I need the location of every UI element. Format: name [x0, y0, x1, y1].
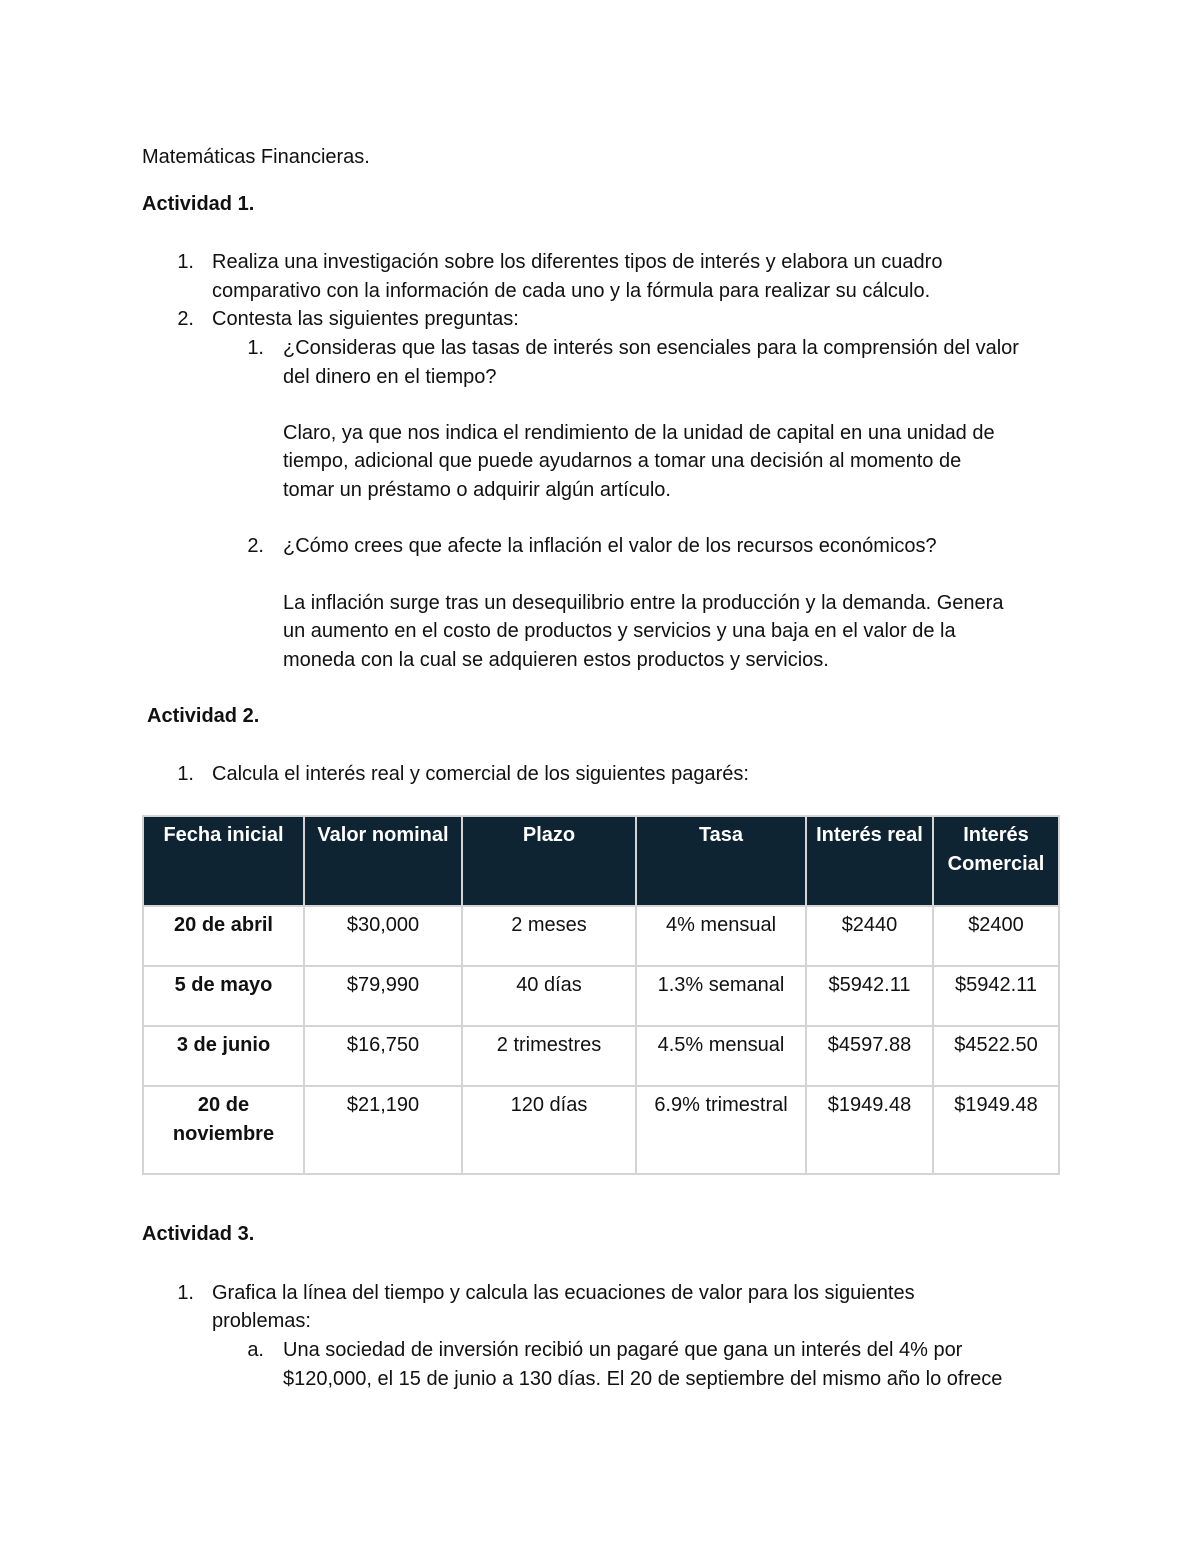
column-header: Fecha inicial	[143, 816, 304, 906]
answer-text: un aumento en el costo de productos y servicios y una baja en el valor de la	[283, 620, 956, 642]
table-row	[143, 1086, 1059, 1174]
table-cell: 120 días	[462, 1086, 636, 1174]
table-cell: 1.3% semanal	[636, 966, 806, 1026]
table-cell: 2 meses	[462, 906, 636, 966]
list-item-text: comparativo con la información de cada uno y la fórmula para realizar su cálculo.	[212, 280, 931, 302]
activity-2-heading: Actividad 2.	[147, 705, 260, 727]
column-header: Interés real	[806, 816, 933, 906]
problem-text: Una sociedad de inversión recibió un pagaré que gana un interés del 4% por	[283, 1339, 963, 1361]
table-cell: $30,000	[304, 906, 462, 966]
answer-text: tomar un préstamo o adquirir algún artículo.	[283, 479, 671, 501]
document-title: Matemáticas Financieras.	[142, 146, 370, 168]
answer-text: La inflación surge tras un desequilibrio entre la producción y la demanda. Genera	[283, 592, 1004, 614]
table-row	[143, 906, 1059, 966]
table-cell: $16,750	[304, 1026, 462, 1086]
table-cell: $79,990	[304, 966, 462, 1026]
table-cell: $4522.50	[933, 1026, 1059, 1086]
table-cell: 20 de abril	[143, 906, 304, 966]
table-cell: $2400	[933, 906, 1059, 966]
table-cell: $4597.88	[806, 1026, 933, 1086]
list-number: 1.	[177, 763, 194, 785]
table-cell: 3 de junio	[143, 1026, 304, 1086]
sub-list-number: 1.	[247, 337, 264, 359]
sub-list-number: 2.	[247, 535, 264, 557]
answer-text: moneda con la cual se adquieren estos productos y servicios.	[283, 649, 829, 671]
column-header: Tasa	[636, 816, 806, 906]
table-cell: $21,190	[304, 1086, 462, 1174]
question-text: ¿Consideras que las tasas de interés son esenciales para la comprensión del valor	[283, 337, 1019, 359]
problem-text: $120,000, el 15 de junio a 130 días. El 20 de septiembre del mismo año lo ofrece	[283, 1368, 1003, 1390]
table-cell: 40 días	[462, 966, 636, 1026]
list-number: 2.	[177, 308, 194, 330]
question-text: ¿Cómo crees que afecte la inflación el valor de los recursos económicos?	[283, 535, 937, 557]
table-cell: $2440	[806, 906, 933, 966]
list-number: 1.	[177, 251, 194, 273]
table-cell: 4.5% mensual	[636, 1026, 806, 1086]
table-cell: 2 trimestres	[462, 1026, 636, 1086]
list-item-text: Calcula el interés real y comercial de los siguientes pagarés:	[212, 763, 749, 785]
table-row	[143, 966, 1059, 1026]
list-item-text: Realiza una investigación sobre los diferentes tipos de interés y elabora un cuadro	[212, 251, 943, 273]
list-item-text: problemas:	[212, 1310, 311, 1332]
table-cell: 20 de noviembre	[143, 1086, 304, 1174]
sub-list-letter: a.	[247, 1339, 264, 1361]
table-cell: $1949.48	[806, 1086, 933, 1174]
table-header-row	[143, 816, 1059, 906]
list-number: 1.	[177, 1282, 194, 1304]
table-row	[143, 1026, 1059, 1086]
pagares-table	[142, 815, 1060, 1175]
table-cell: 5 de mayo	[143, 966, 304, 1026]
list-item-text: Grafica la línea del tiempo y calcula las ecuaciones de valor para los siguientes	[212, 1282, 915, 1304]
answer-text: tiempo, adicional que puede ayudarnos a tomar una decisión al momento de	[283, 450, 962, 472]
column-header: Plazo	[462, 816, 636, 906]
table-cell: 6.9% trimestral	[636, 1086, 806, 1174]
table-cell: $5942.11	[933, 966, 1059, 1026]
table-cell: $5942.11	[806, 966, 933, 1026]
activity-1-heading: Actividad 1.	[142, 193, 255, 215]
column-header: Valor nominal	[304, 816, 462, 906]
question-text: del dinero en el tiempo?	[283, 366, 497, 388]
activity-3-heading: Actividad 3.	[142, 1223, 255, 1245]
table-cell: $1949.48	[933, 1086, 1059, 1174]
table-cell: 4% mensual	[636, 906, 806, 966]
answer-text: Claro, ya que nos indica el rendimiento de la unidad de capital en una unidad de	[283, 422, 995, 444]
column-header: Interés Comercial	[933, 816, 1059, 906]
list-item-text: Contesta las siguientes preguntas:	[212, 308, 519, 330]
